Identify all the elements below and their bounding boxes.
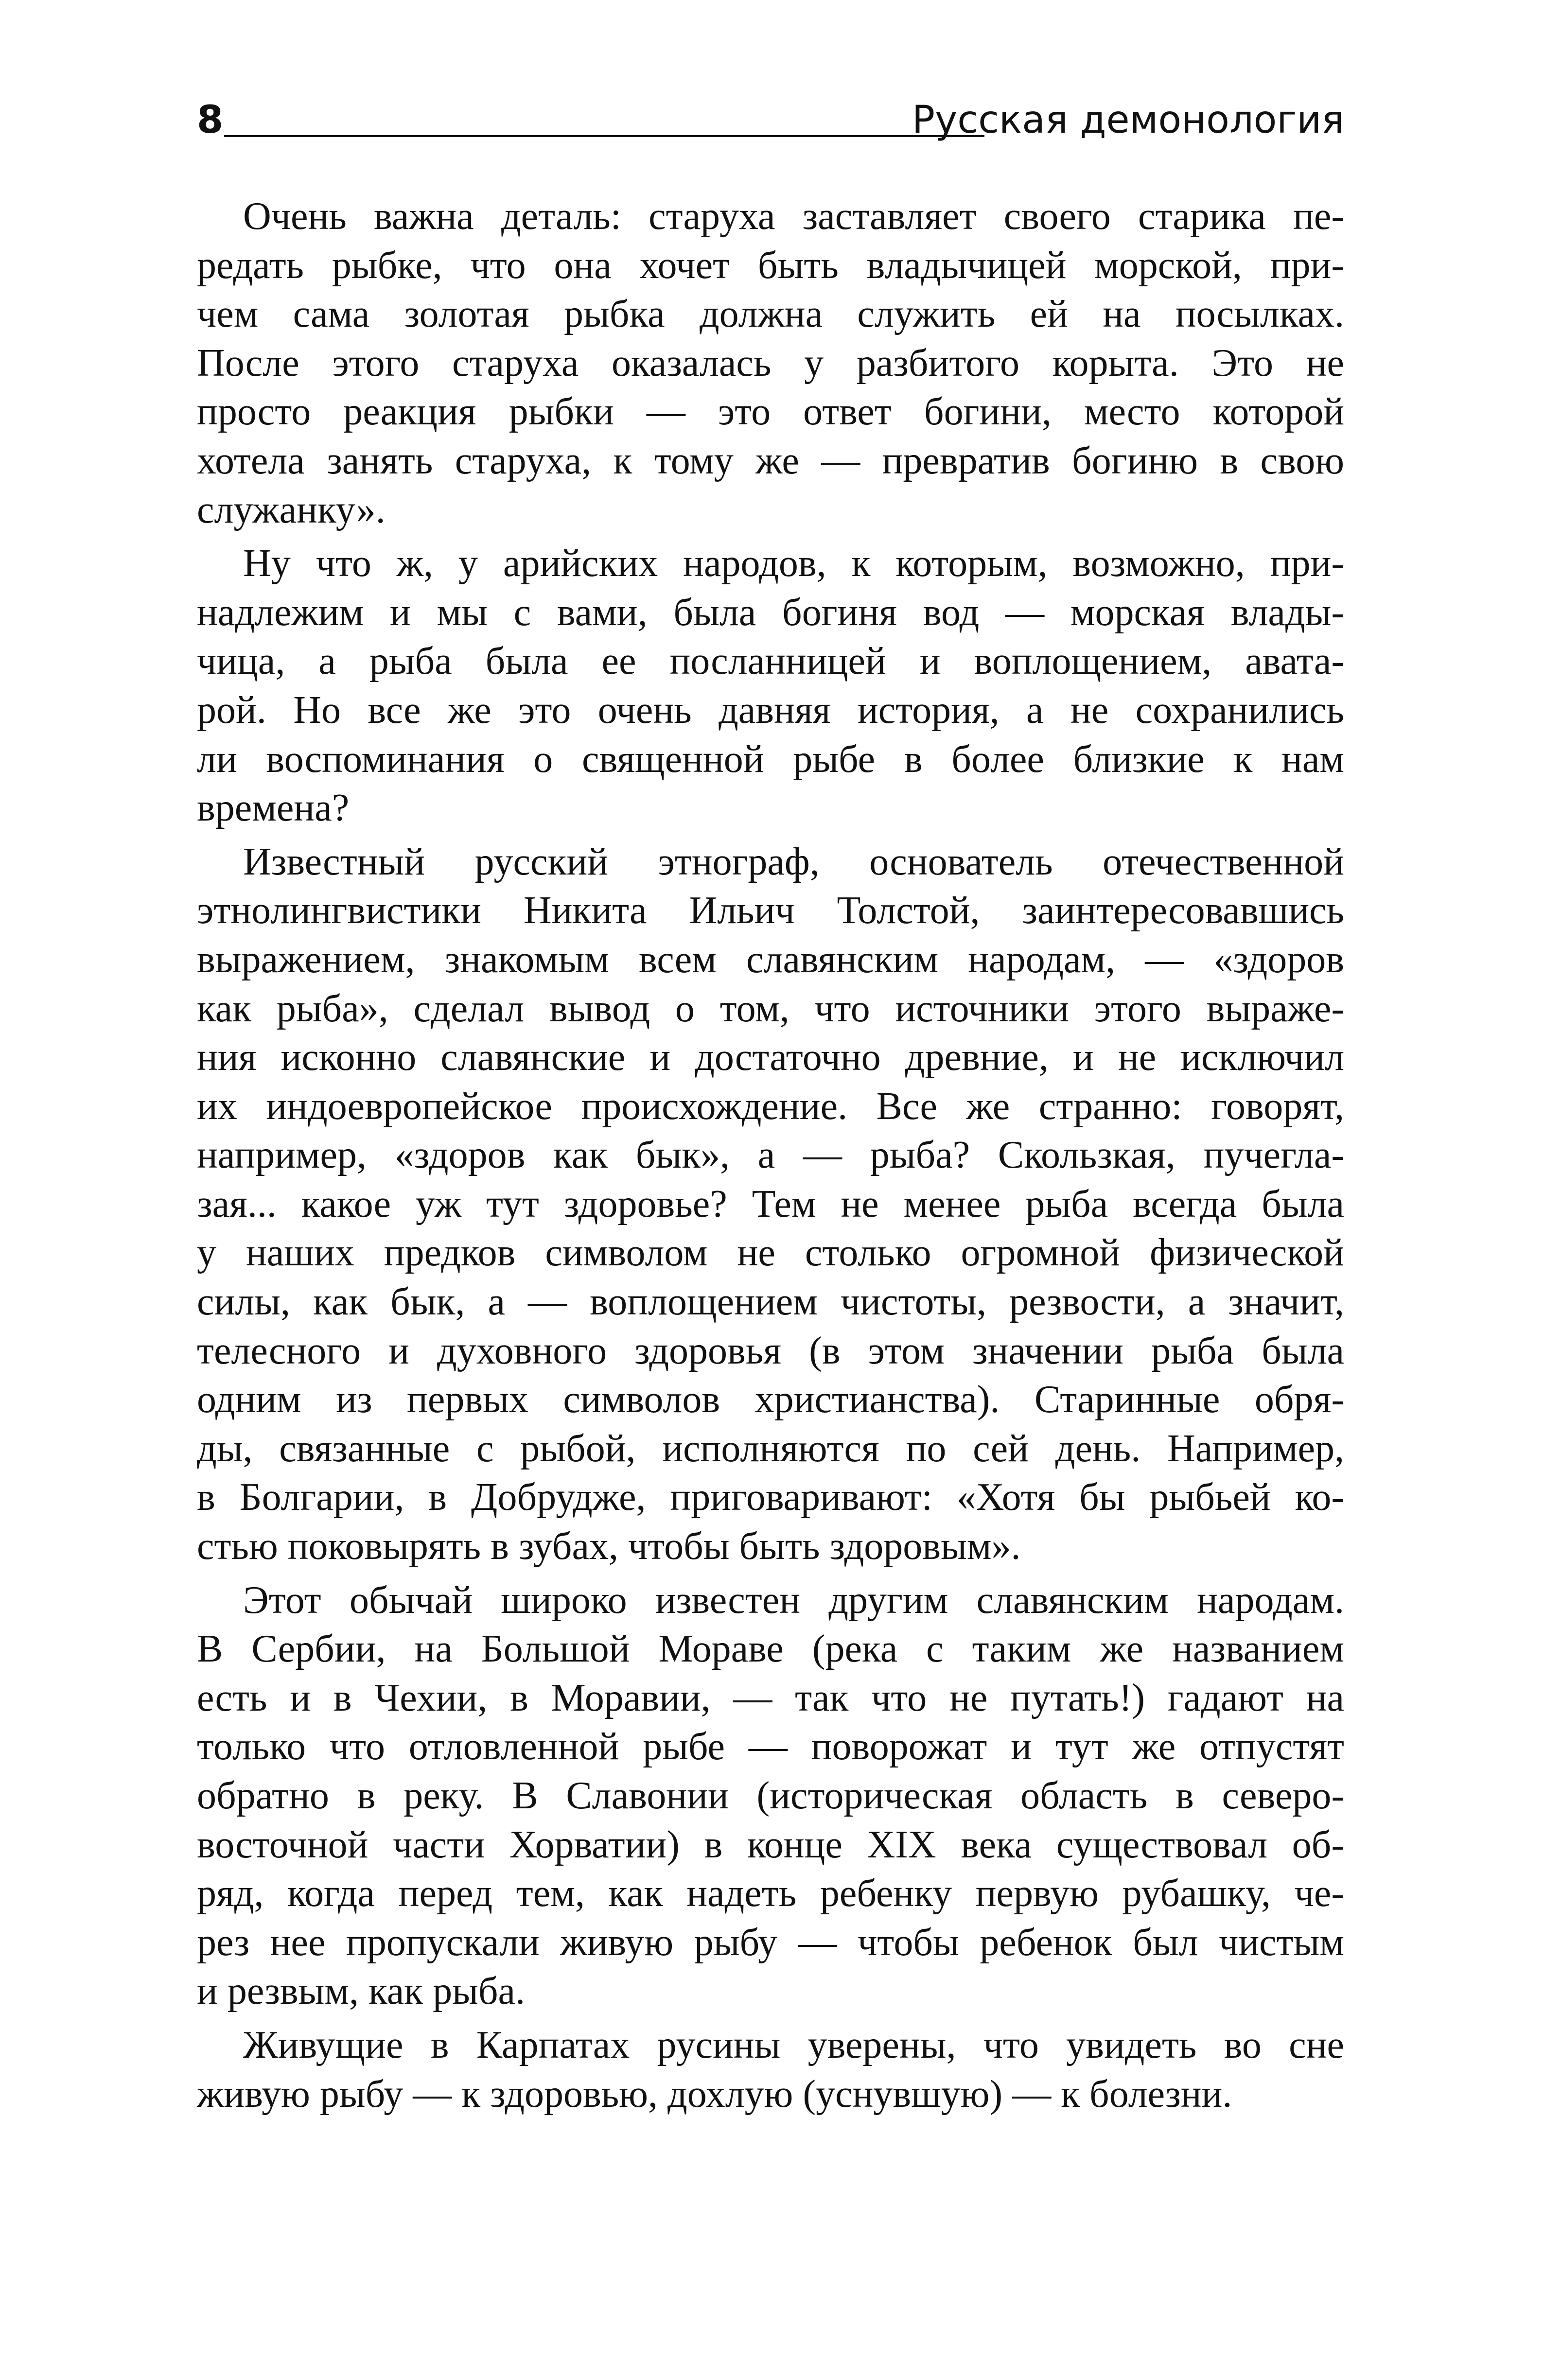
running-title: Русская демонология <box>912 98 1344 142</box>
text-line: обратно в реку. В Славонии (историческая область в северо- <box>197 1774 1344 1817</box>
text-line: этнолингвистики Никита Ильич Толстой, заинтересовавшись <box>197 889 1344 932</box>
text-line: как рыба», сделал вывод о том, что источники этого выраже- <box>197 987 1344 1030</box>
text-line: живую рыбу — к здоровью, дохлую (уснувшую) — к болезни. <box>197 2072 1232 2116</box>
text-line: одним из первых символов христианства). Старинные обря- <box>197 1378 1344 1421</box>
text-line: Живущие в Карпатах русины уверены, что увидеть во сне <box>243 2023 1344 2066</box>
text-line: редать рыбке, что она хочет быть владычицей морской, при- <box>197 244 1344 287</box>
text-line: например, «здоров как бык», а — рыба? Скользкая, пучегла- <box>197 1134 1344 1177</box>
text-line: ния исконно славянские и достаточно древние, и не исключил <box>197 1036 1344 1079</box>
text-line: выражением, знакомым всем славянским народам, — «здоров <box>197 938 1344 981</box>
body-text <box>197 192 1344 2123</box>
paragraph <box>197 1576 1344 2016</box>
text-line: в Болгарии, в Добрудже, приговаривают: «Хотя бы рыбьей ко- <box>197 1476 1344 1519</box>
text-line: чица, а рыба была ее посланницей и воплощением, авата- <box>197 640 1344 683</box>
text-line: Этот обычай широко известен другим славянским народам. <box>243 1578 1344 1622</box>
text-line: чем сама золотая рыбка должна служить ей на посылках. <box>197 293 1344 336</box>
text-line: времена? <box>197 787 350 830</box>
text-line: восточной части Хорватии) в конце XIX века существовал об- <box>197 1823 1344 1866</box>
header-rule <box>224 135 984 137</box>
paragraph <box>197 192 1344 534</box>
text-line: Очень важна деталь: старуха заставляет своего старика пе- <box>243 195 1344 238</box>
text-line: надлежим и мы с вами, была богиня вод — морская влады- <box>197 591 1344 634</box>
text-line: ли воспоминания о священной рыбе в более близкие к нам <box>197 737 1344 781</box>
text-line: хотела занять старуха, к тому же — превратив богиню в свою <box>197 439 1344 482</box>
text-line: только что отловленной рыбе — поворожат и тут же отпустят <box>197 1725 1344 1768</box>
text-line: у наших предков символом не столько огромной физической <box>197 1231 1344 1275</box>
text-line: стью поковырять в зубах, чтобы быть здоровым». <box>197 1525 1021 1568</box>
paragraph <box>197 2021 1344 2118</box>
text-line: ряд, когда перед тем, как надеть ребенку первую рубашку, че- <box>197 1872 1344 1915</box>
text-line: есть и в Чехии, в Моравии, — так что не путать!) гадают на <box>197 1676 1344 1719</box>
paragraph <box>197 539 1344 833</box>
paragraph <box>197 838 1344 1571</box>
text-line: зая... какое уж тут здоровье? Тем не менее рыба всегда была <box>197 1182 1344 1225</box>
text-line: Ну что ж, у арийских народов, к которым, возможно, при- <box>243 542 1344 585</box>
text-line: просто реакция рыбки — это ответ богини, место которой <box>197 390 1344 434</box>
text-line: служанку». <box>197 488 386 531</box>
text-line: рой. Но все же это очень давняя история, а не сохранились <box>197 688 1344 732</box>
text-line: силы, как бык, а — воплощением чистоты, резвости, а значит, <box>197 1280 1344 1324</box>
text-line: ды, связанные с рыбой, исполняются по сей день. Например, <box>197 1427 1344 1470</box>
text-line: Известный русский этнограф, основатель отечественной <box>243 840 1344 883</box>
page-number: 8 <box>197 98 224 142</box>
text-line: После этого старуха оказалась у разбитого корыта. Это не <box>197 341 1344 385</box>
running-head <box>197 92 1344 146</box>
text-line: телесного и духовного здоровья (в этом значении рыба была <box>197 1329 1344 1372</box>
text-line: и резвым, как рыба. <box>197 1970 526 2013</box>
text-line: их индоевропейское происхождение. Все же странно: говорят, <box>197 1085 1344 1128</box>
text-line: В Сербии, на Большой Мораве (река с таким же названием <box>197 1628 1344 1671</box>
text-line: рез нее пропускали живую рыбу — чтобы ребенок был чистым <box>197 1921 1344 1964</box>
